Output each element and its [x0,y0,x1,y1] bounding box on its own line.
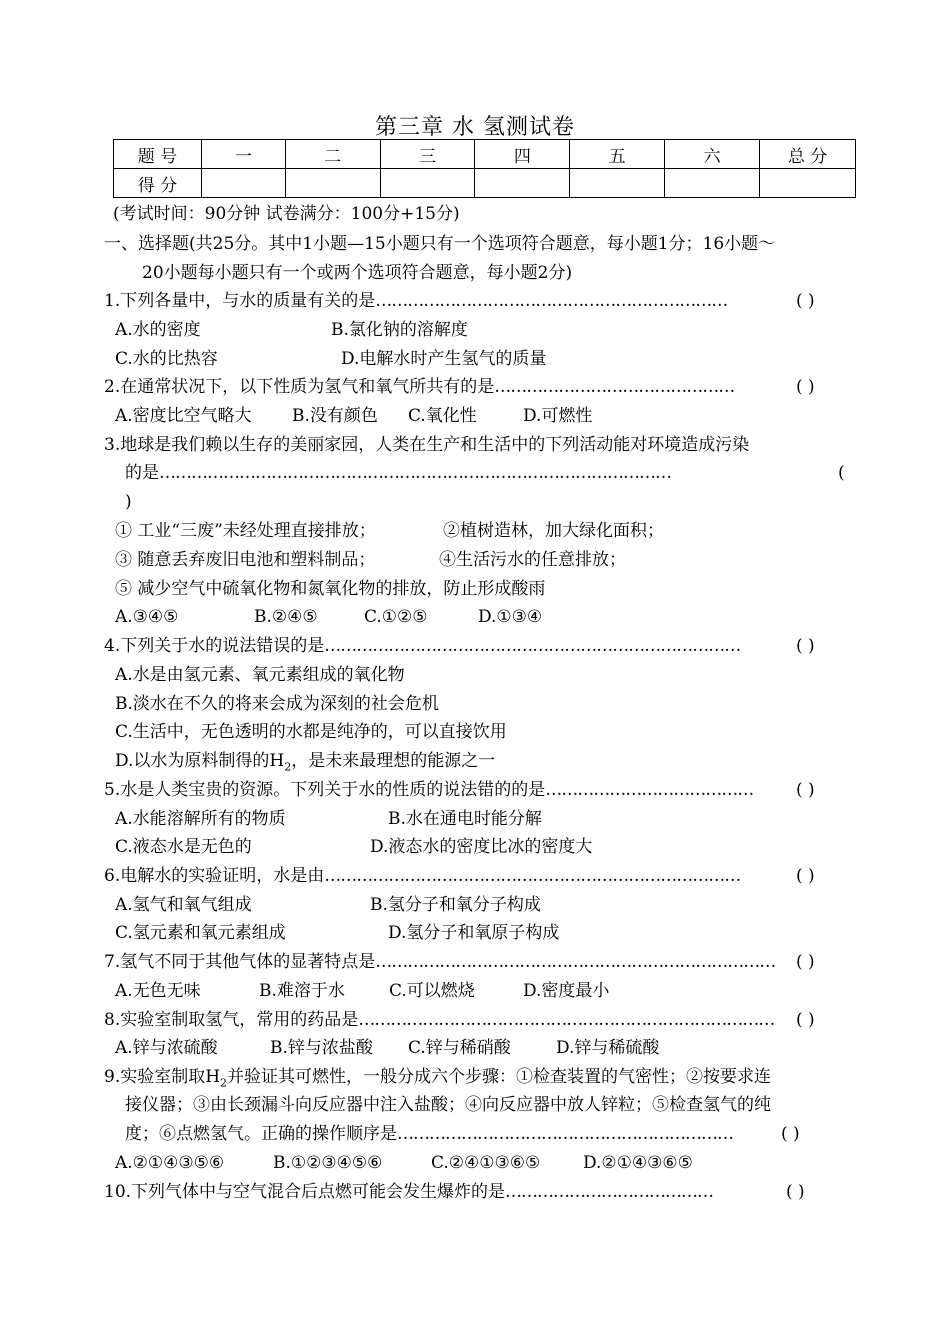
option-a: A.②①④③⑤⑥ [115,1153,225,1173]
answer-paren: ( ) [796,866,815,886]
option-a: A.水能溶解所有的物质 [115,809,286,829]
leader-dots: …………………………………………………………………………………… [159,463,671,483]
question-6-stem [104,865,740,887]
option-d: D.①③④ [478,607,543,627]
score-table-cell: 六 [665,140,760,169]
option-d: D.②①④③⑥⑤ [583,1153,693,1173]
option-a: A.氢气和氧气组成 [115,895,252,915]
answer-paren: ( ) [796,291,815,311]
question-7-stem [104,951,775,973]
question-5-stem [104,779,753,801]
option-a: A.水的密度 [115,320,201,340]
question-stem-text: 2.在通常状况下，以下性质为氢气和氧气所共有的是 [104,377,495,397]
leader-dots: ………………………………… [505,1182,714,1202]
score-cell-blank [760,169,856,198]
answer-paren: ( ) [786,1182,805,1202]
option-text: ，是未来最理想的能源之一 [291,751,496,771]
score-table [113,139,856,198]
option-c: C.氧化性 [408,406,477,426]
option-b: B.锌与浓盐酸 [270,1038,373,1058]
option-d [115,750,495,772]
leader-dots: ……………………………………… [494,377,735,397]
score-table-score-row [114,169,856,198]
option-b: B.①②③④⑤⑥ [273,1153,383,1173]
option-c: C.可以燃烧 [389,981,475,1001]
option-c: C.①②⑤ [364,607,428,627]
subscript: 2 [284,760,292,774]
question-stem-text: 9.实验室制取H [104,1067,221,1087]
subscript: 2 [220,1076,228,1090]
answer-paren-open: ( [838,463,845,483]
option-d: D.锌与稀硫酸 [556,1038,660,1058]
score-table-cell: 二 [285,140,380,169]
leader-dots: ………………………………………………………… [375,291,728,311]
option-b: B.水在通电时能分解 [388,809,542,829]
question-stem-text: 度；⑥点燃氢气。正确的操作顺序是 [125,1124,397,1144]
leader-dots: …………………………………………………………………… [324,866,741,886]
score-table-cell: 五 [570,140,665,169]
score-table-cell: 总 分 [760,140,856,169]
score-cell-blank [285,169,380,198]
statement-item: ②植树造林，加大绿化面积； [443,521,664,541]
option-d: D.可燃性 [523,406,593,426]
statement-item: ④生活污水的任意排放； [439,550,626,570]
question-stem-text: 1.下列各量中，与水的质量有关的是 [104,291,376,311]
question-stem-text: 8.实验室制取氢气，常用的药品是 [104,1010,359,1030]
score-table-cell: 三 [380,140,475,169]
statement-item: ⑤ 减少空气中硫氧化物和氮氧化物的排放，防止形成酸雨 [115,579,546,599]
score-table-cell: 得 分 [114,169,202,198]
option-b: B.②④⑤ [254,607,318,627]
option-d: D.密度最小 [523,981,610,1001]
score-table-cell: 四 [475,140,570,169]
option-a: A.③④⑤ [115,607,179,627]
question-3-stem: 3.地球是我们赖以生存的美丽家园，人类在生产和生活中的下列活动能对环境造成污染 [104,435,750,455]
option-c: C.②④①③⑥⑤ [431,1153,541,1173]
score-table-header-row [114,140,856,169]
leader-dots: ………………………………… [545,780,754,800]
answer-paren: ( ) [796,636,815,656]
score-cell-blank [665,169,760,198]
answer-paren: ( ) [796,952,815,972]
section-heading: 一、选择题(共25分。其中1小题—15小题只有一个选项符合题意，每小题1分；16小题～ [104,234,776,254]
question-1-stem [104,290,727,312]
option-b: B.氢分子和氧分子构成 [370,895,541,915]
option-b: B.难溶于水 [259,981,345,1001]
question-8-stem [104,1009,774,1031]
leader-dots: …………………………………………………………………… [324,636,741,656]
answer-paren: ( ) [796,1010,815,1030]
option-a: A.水是由氢元素、氧元素组成的氧化物 [115,665,405,685]
question-stem-text: 的是 [125,463,159,483]
score-cell-blank [201,169,285,198]
question-stem-text: 6.电解水的实验证明，水是由 [104,866,325,886]
question-3-stem-cont [125,462,671,484]
option-b: B.淡水在不久的将来会成为深刻的社会危机 [115,694,439,714]
question-9-stem-cont [125,1123,733,1145]
option-text: D.以水为原料制得的H [115,751,285,771]
exam-info: (考试时间：90分钟 试卷满分：100分+15分) [113,204,460,224]
leader-dots: ……………………………………………………… [397,1124,733,1144]
page-title: 第三章 水 氢测试卷 [375,115,575,140]
question-10-stem [104,1181,713,1203]
option-a: A.锌与浓硫酸 [115,1038,218,1058]
option-b: B.没有颜色 [292,406,378,426]
score-cell-blank [570,169,665,198]
statement-item: ① 工业“三废”未经处理直接排放； [115,521,376,541]
option-a: A.密度比空气略大 [115,406,252,426]
score-table-cell: 题 号 [114,140,202,169]
option-d: D.电解水时产生氢气的质量 [341,349,547,369]
question-stem-text: 4.下列关于水的说法错误的是 [104,636,325,656]
option-d: D.氢分子和氧原子构成 [388,923,560,943]
answer-paren: ( ) [781,1124,800,1144]
section-heading-cont: 20小题每小题只有一个或两个选项符合题意，每小题2分) [142,263,573,283]
question-stem-text: 并验证其可燃性，一般分成六个步骤：①检查装置的气密性；②按要求连 [227,1067,772,1087]
question-4-stem [104,635,740,657]
option-c: C.生活中，无色透明的水都是纯净的，可以直接饮用 [115,722,507,742]
answer-paren: ( ) [796,780,815,800]
option-c: C.氢元素和氧元素组成 [115,923,286,943]
question-stem-text: 5.水是人类宝贵的资源。下列关于水的性质的说法错的的是 [104,780,546,800]
score-cell-blank [475,169,570,198]
answer-paren-close: ) [125,492,132,512]
question-2-stem [104,376,734,398]
score-cell-blank [380,169,475,198]
leader-dots: ………………………………………………………………… [375,952,776,972]
option-c: C.锌与稀硝酸 [408,1038,511,1058]
option-a: A.无色无味 [115,981,201,1001]
question-stem-text: 7.氢气不同于其他气体的显著特点是 [104,952,376,972]
question-9-stem [104,1066,771,1088]
leader-dots: …………………………………………………………………… [358,1010,775,1030]
option-c: C.水的比热容 [115,349,218,369]
option-d: D.液态水的密度比冰的密度大 [370,837,593,857]
answer-paren: ( ) [796,377,815,397]
statement-item: ③ 随意丢弃废旧电池和塑料制品； [115,550,376,570]
option-c: C.液态水是无色的 [115,837,252,857]
option-b: B.氯化钠的溶解度 [331,320,468,340]
question-9-stem-cont: 接仪器；③由长颈漏斗向反应器中注入盐酸；④向反应器中放人锌粒；⑤检查氢气的纯 [125,1095,771,1115]
score-table-cell: 一 [201,140,285,169]
question-stem-text: 10.下列气体中与空气混合后点燃可能会发生爆炸的是 [104,1182,506,1202]
